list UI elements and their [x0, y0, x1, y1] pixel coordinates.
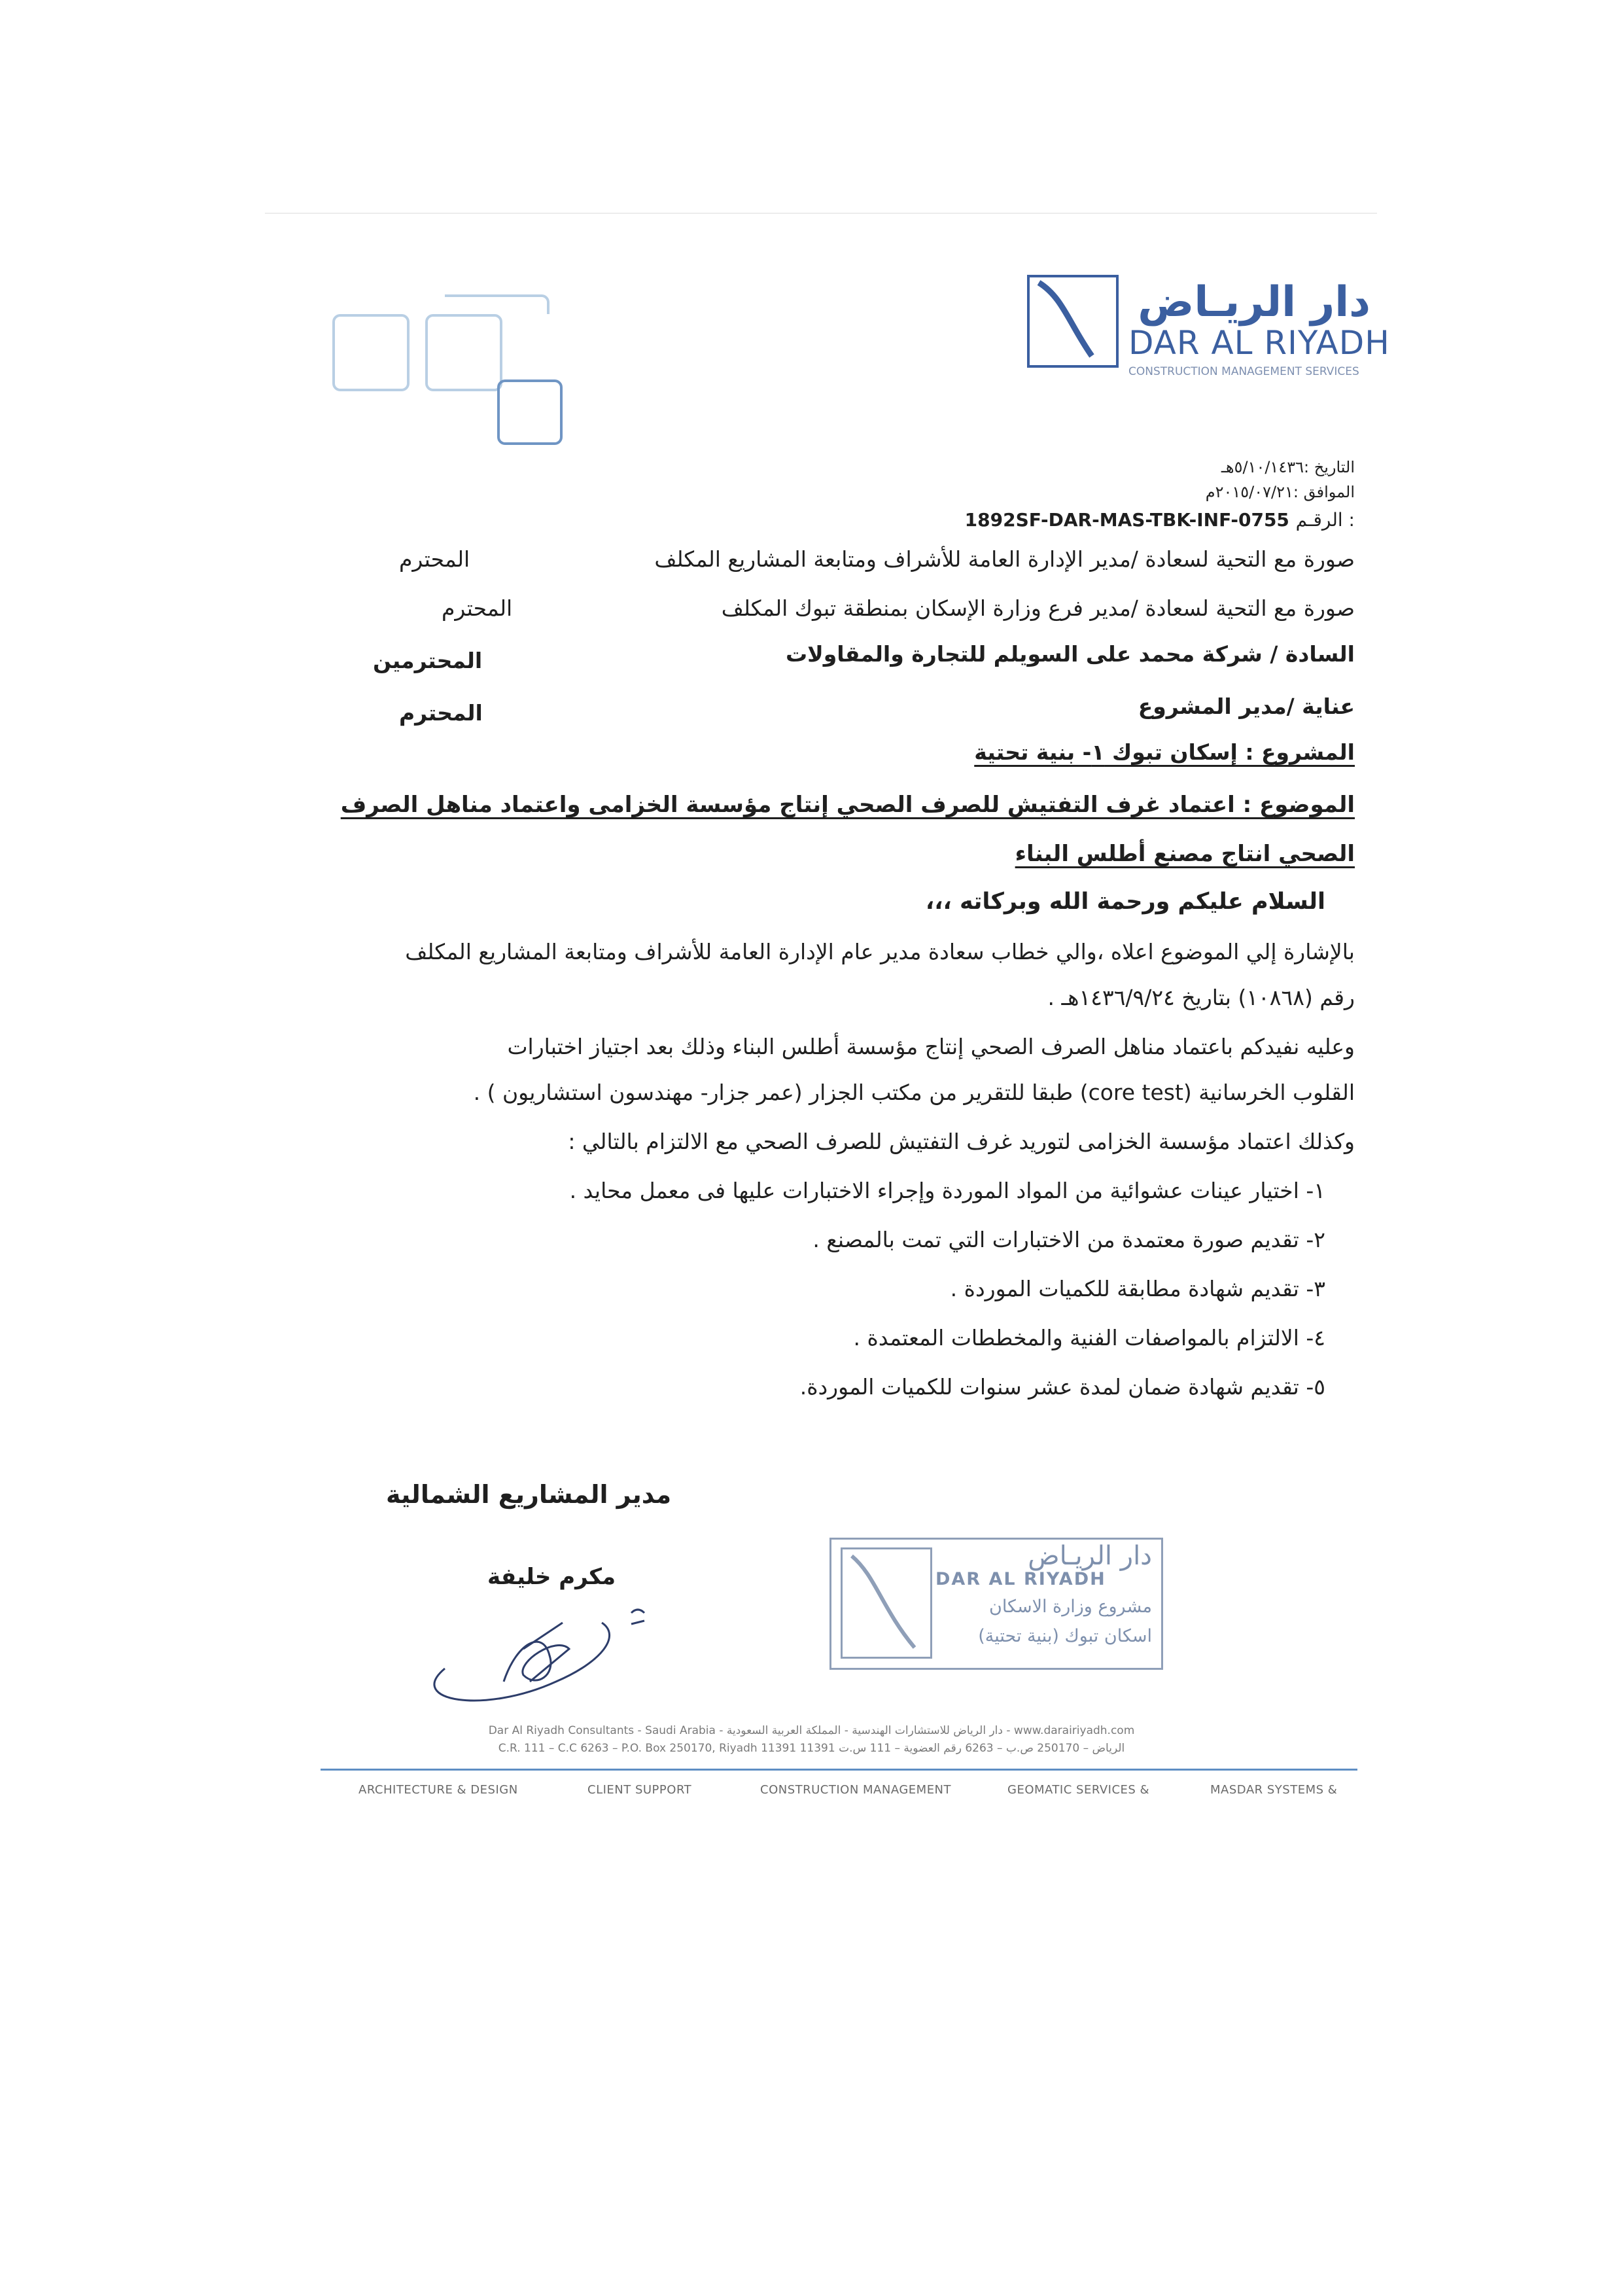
stamp-line-1: دار الريـاض — [1028, 1541, 1152, 1571]
recipient-line-2: صورة مع التحية لسعادة /مدير فرع وزارة الإسكان بمنطقة تبوك المكلف — [721, 595, 1355, 621]
stamp-logo-icon — [841, 1547, 932, 1659]
decor-square-1 — [332, 314, 410, 391]
recipient-line-3: السادة / شركة محمد على السويلم للتجارة والمقاولات — [786, 641, 1355, 667]
body-line-4: القلوب الخرسانية (core test) طبقا للتقرير من مكتب الجزار (عمر جزار- مهندسون استشاريون ) . — [473, 1080, 1355, 1105]
company-logo-icon — [1027, 275, 1119, 368]
body-line-3: وعليه نفيدكم باعتماد مناهل الصرف الصحي إنتاج مؤسسة أطلس البناء وذلك بعد اجتياز اختبارات — [507, 1034, 1355, 1059]
stamp-line-2: DAR AL RIYADH — [935, 1569, 1106, 1589]
recipient-line-4: عناية /مدير المشروع — [1138, 694, 1355, 719]
recipient-line-1: صورة مع التحية لسعادة /مدير الإدارة العامة للأشراف ومتابعة المشاريع المكلف — [654, 546, 1355, 572]
footer-rule — [321, 1769, 1357, 1771]
footer-service-5: MASDAR SYSTEMS & — [1210, 1783, 1338, 1797]
signatory-name: مكرم خليفة — [487, 1564, 616, 1590]
decor-square-3 — [445, 294, 550, 314]
stamp-line-4: اسكان تبوك (بنية تحتية) — [978, 1626, 1152, 1646]
date-gregorian: الموافق :٢٠١٥/٠٧/٢١م — [1205, 483, 1355, 501]
reference-value: 1892SF-DAR-MAS-TBK-INF-0755 — [964, 509, 1289, 531]
stamp-line-3: مشروع وزارة الاسكان — [988, 1597, 1152, 1617]
body-line-5: وكذلك اعتماد مؤسسة الخزامى لتوريد غرف التفتيش للصرف الصحي مع الالتزام بالتالي : — [568, 1129, 1355, 1154]
body-line-2: رقم (١٠٨٦٨) بتاريخ ١٤٣٦/٩/٢٤هـ . — [1047, 985, 1355, 1010]
footer-registration-line: C.R. 111 – C.C 6263 – P.O. Box 250170, Riyadh 11391 11391 الرياض – 250170 ص.ب – 6263 رقم العضوية – 111 س.ت — [498, 1742, 1125, 1755]
signature-scribble-icon — [406, 1583, 667, 1714]
company-name-ar: دار الريـاض — [1138, 278, 1370, 327]
condition-item-3: ٣- تقديم شهادة مطابقة للكميات الموردة . — [950, 1276, 1325, 1301]
footer-service-3: CONSTRUCTION MANAGEMENT — [760, 1783, 952, 1797]
project-line: المشروع : إسكان تبوك ١- بنية تحتية — [974, 739, 1355, 765]
company-name-en: DAR AL RIYADH — [1128, 324, 1390, 362]
condition-item-2: ٢- تقديم صورة معتمدة من الاختبارات التي تمت بالمصنع . — [812, 1227, 1325, 1252]
decor-square-2 — [425, 314, 502, 391]
honorific-2: المحترم — [442, 595, 513, 621]
honorific-3: المحترمين — [373, 648, 483, 673]
footer-service-1: ARCHITECTURE & DESIGN — [358, 1783, 518, 1797]
signatory-title: مدير المشاريع الشمالية — [386, 1480, 672, 1509]
reference-number — [965, 509, 1355, 531]
honorific-4: المحترم — [399, 700, 483, 726]
footer-contact-line: Dar Al Riyadh Consultants - Saudi Arabia - دار الرياض للاستشارات الهندسية - المملكة العربية السعودية - www.darairiyadh.com — [488, 1724, 1135, 1737]
date-hijri: التاريخ :٥/١٠/١٤٣٦هـ — [1221, 458, 1355, 476]
reference-label: الرقـم : — [1295, 509, 1355, 531]
subject-line-2: الصحي انتاج مصنع أطلس البناء — [1015, 841, 1355, 867]
subject-line-1: الموضوع : اعتماد غرف التفتيش للصرف الصحي إنتاج مؤسسة الخزامى واعتماد مناهل الصرف — [340, 792, 1355, 818]
company-tagline: CONSTRUCTION MANAGEMENT SERVICES — [1128, 365, 1359, 378]
footer-service-2: CLIENT SUPPORT — [587, 1783, 692, 1797]
honorific-1: المحترم — [399, 546, 470, 572]
greeting: السلام عليكم ورحمة الله وبركاته ،،، — [925, 889, 1325, 915]
condition-item-1: ١- اختيار عينات عشوائية من المواد الموردة وإجراء الاختبارات عليها فى معمل محايد . — [569, 1178, 1325, 1203]
header-rule — [265, 213, 1377, 214]
footer-service-4: GEOMATIC SERVICES & — [1007, 1783, 1150, 1797]
condition-item-5: ٥- تقديم شهادة ضمان لمدة عشر سنوات للكميات الموردة. — [799, 1374, 1325, 1400]
decor-square-4 — [497, 380, 563, 445]
condition-item-4: ٤- الالتزام بالمواصفات الفنية والمخططات المعتمدة . — [853, 1325, 1325, 1351]
body-line-1: بالإشارة إلي الموضوع اعلاه ،والي خطاب سعادة مدير عام الإدارة العامة للأشراف ومتابعة المشاريع المكلف — [405, 939, 1355, 964]
